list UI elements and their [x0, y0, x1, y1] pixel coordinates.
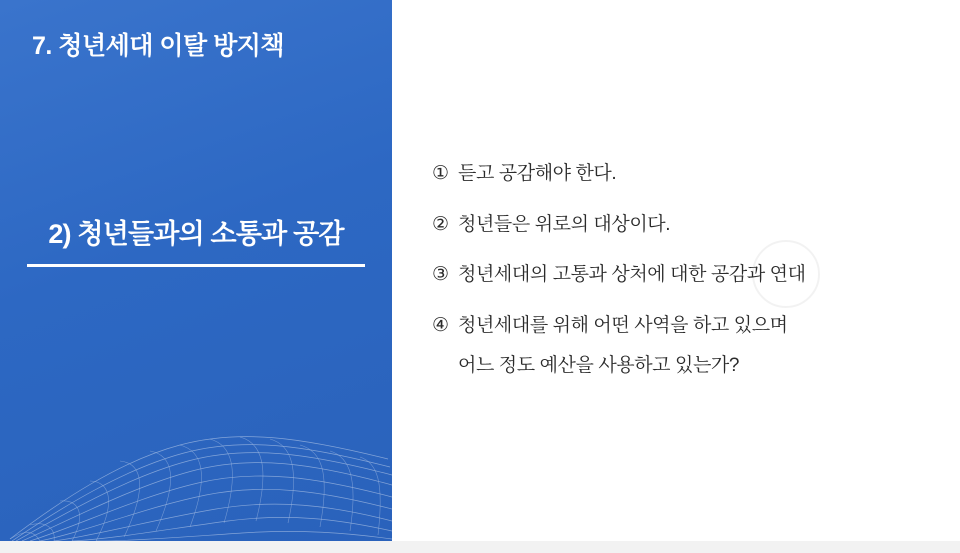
slide-left-panel	[0, 0, 392, 541]
list-item	[432, 211, 952, 240]
bullet-marker: ③	[432, 264, 449, 285]
bullet-text: 청년세대를 위해 어떤 사역을 하고 있으며	[458, 314, 788, 336]
list-item-continuation	[432, 352, 952, 381]
bullet-list	[432, 160, 952, 403]
bullet-text: 청년세대의 고통과 상처에 대한 공감과 연대	[458, 264, 806, 285]
slide-subtitle: 2) 청년들과의 소통과 공감	[48, 219, 344, 249]
list-item	[432, 261, 952, 290]
bullet-marker: ①	[432, 163, 449, 184]
bullet-text: 청년들은 위로의 대상이다.	[458, 213, 671, 235]
slide-title: 7. 청년세대 이탈 방지책	[32, 32, 285, 60]
list-item	[432, 312, 952, 341]
bullet-text: 어느 정도 예산을 사용하고 있는가?	[458, 355, 740, 376]
subtitle-underline	[27, 264, 365, 267]
bullet-text: 듣고 공감해야 한다.	[458, 163, 617, 184]
slide-bottom-strip	[0, 541, 960, 553]
bullet-marker: ④	[432, 314, 449, 336]
panel-background-gradient	[0, 0, 392, 541]
slide-subtitle-container	[20, 218, 372, 267]
bullet-marker: ②	[432, 213, 449, 235]
slide-content-panel	[392, 0, 960, 541]
list-item	[432, 160, 952, 189]
